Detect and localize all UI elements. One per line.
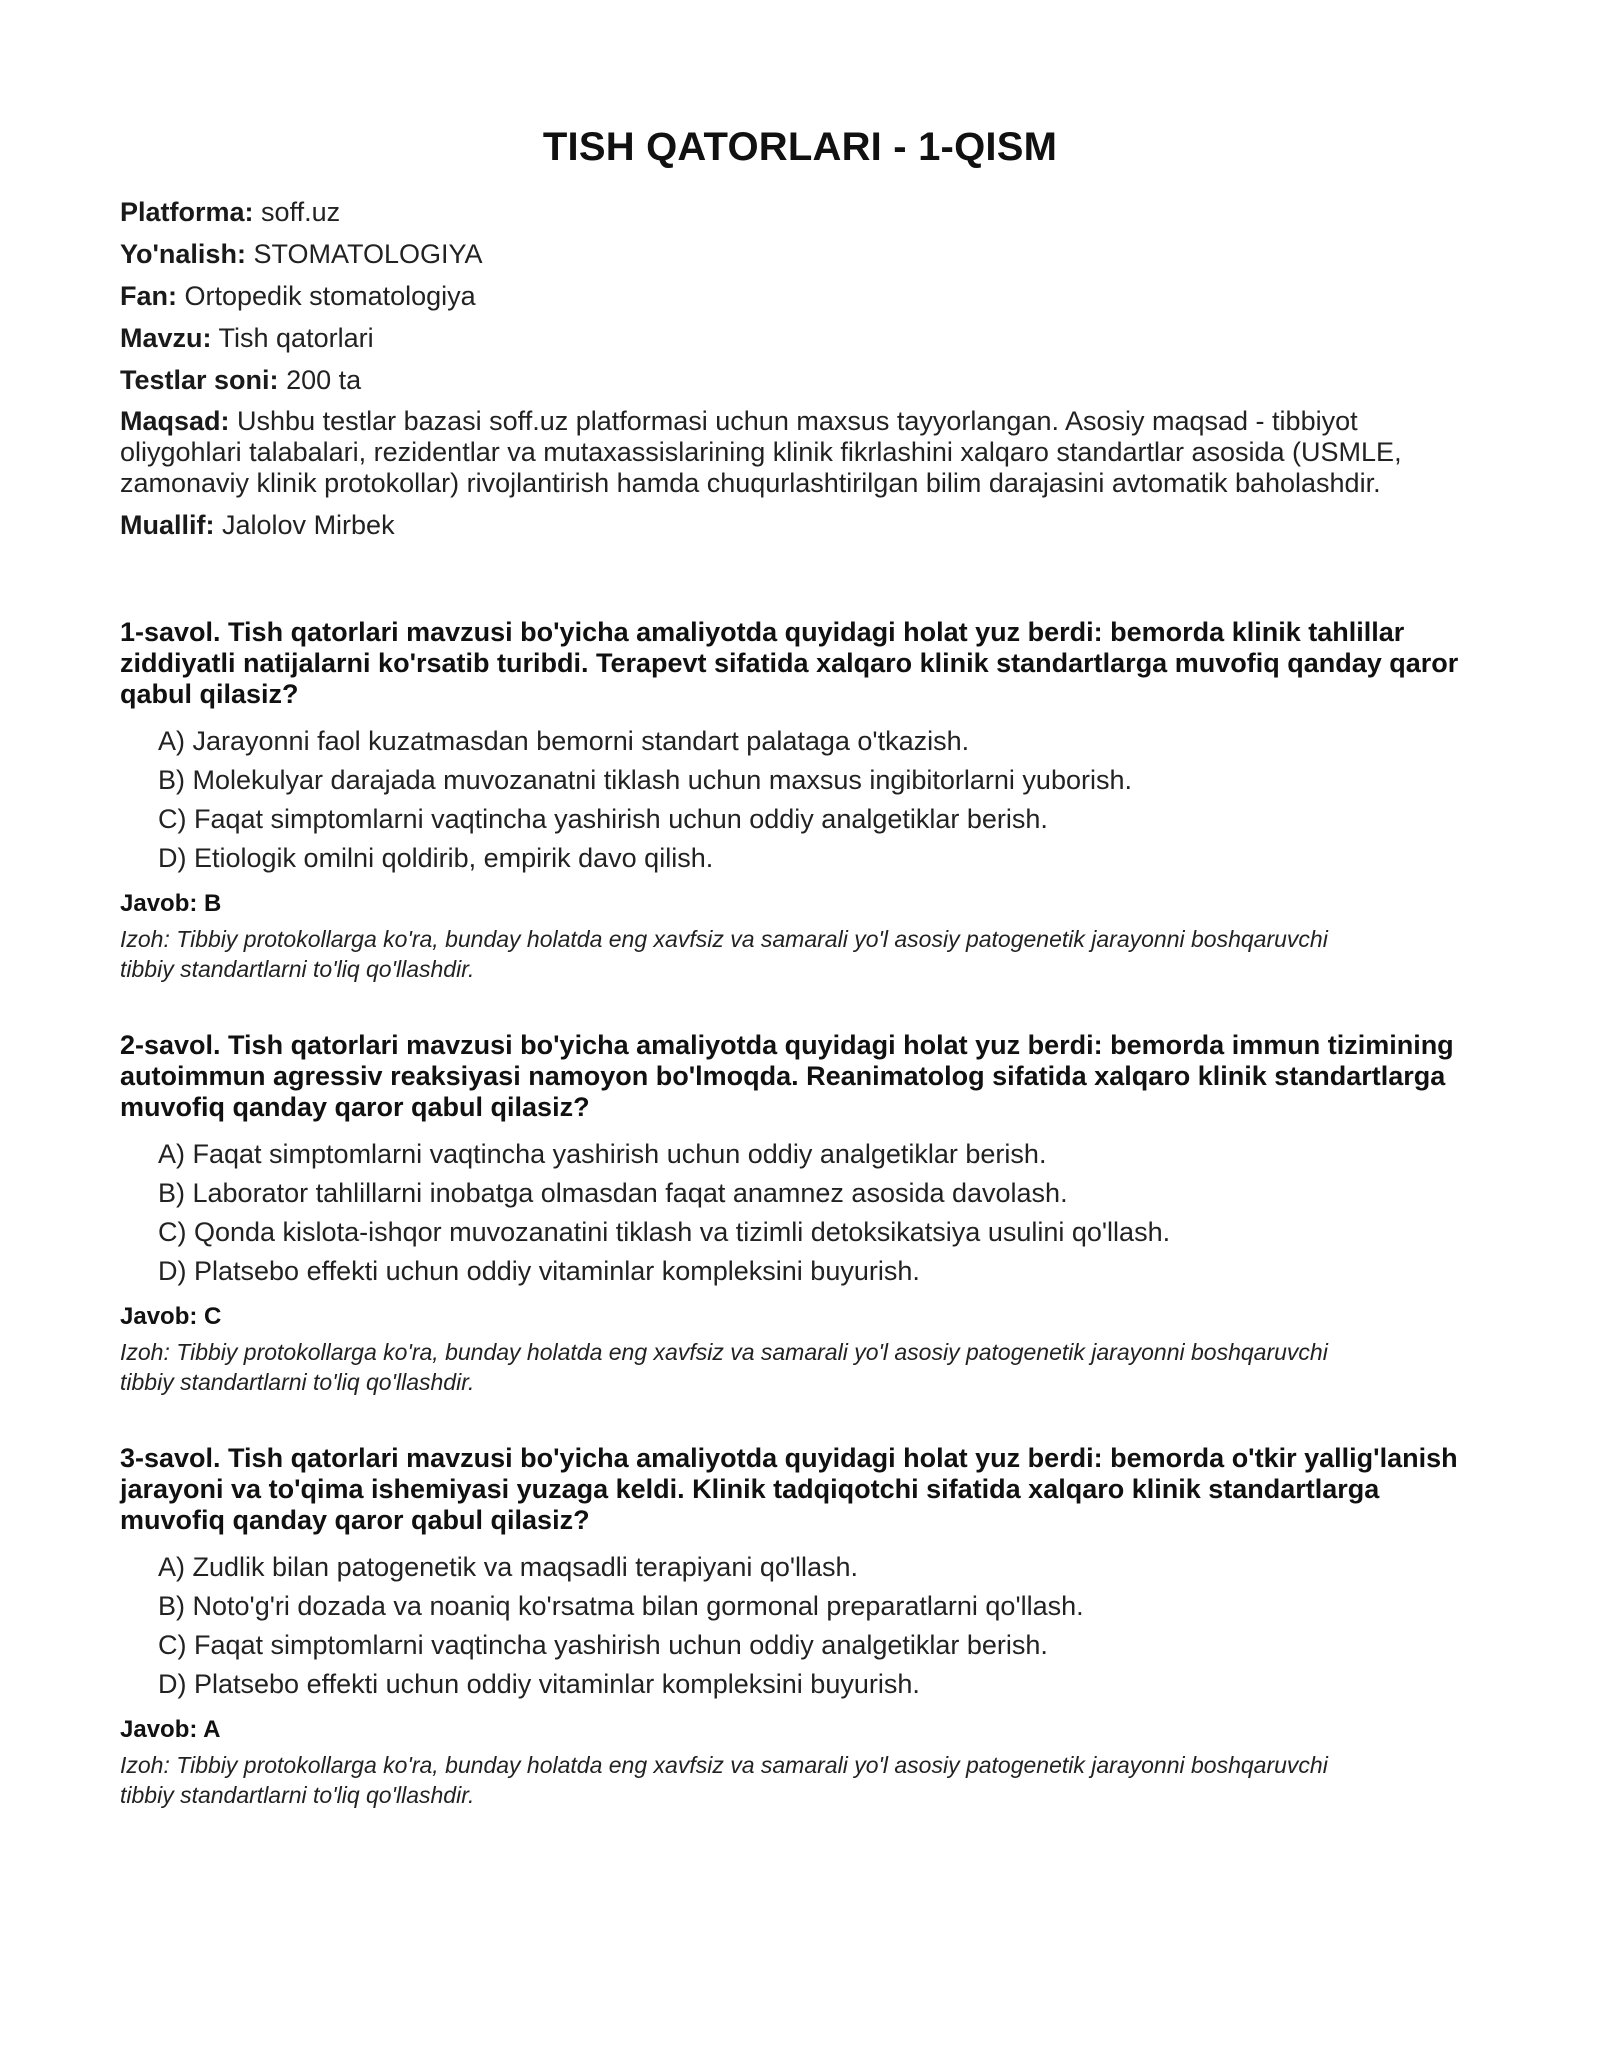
question-text: 3-savol. Tish qatorlari mavzusi bo'yicha amaliyotda quyidagi holat yuz berdi: bemorda o'tkir yallig'lanish jarayoni va to'qima ishemiyasi yuzaga keldi. Klinik tadqiqotchi sifatida xalqaro klinik standartlarga muvofiq qanday qaror qabul qilasiz? bbox=[120, 1443, 1458, 1535]
meta-topic-value: Tish qatorlari bbox=[218, 323, 374, 353]
meta-direction-label: Yo'nalish: bbox=[120, 239, 246, 269]
meta-subject-label: Fan: bbox=[120, 281, 177, 311]
meta-platform-label: Platforma: bbox=[120, 197, 254, 227]
question-text: 2-savol. Tish qatorlari mavzusi bo'yicha amaliyotda quyidagi holat yuz berdi: bemorda immun tizimining autoimmun agressiv reaksiyasi namoyon bo'lmoqda. Reanimatolog sifatida xalqaro klinik standartlarga muvofiq qanday qaror qabul qilasiz? bbox=[120, 1030, 1454, 1122]
answer-options bbox=[120, 722, 1480, 878]
option-b: B) Noto'g'ri dozada va noaniq ko'rsatma bilan gormonal preparatlarni qo'llash. bbox=[158, 1591, 1084, 1621]
correct-answer: Javob: B bbox=[120, 890, 222, 917]
document-page bbox=[120, 0, 1480, 1856]
meta-author-label: Muallif: bbox=[120, 510, 215, 540]
meta-author bbox=[120, 509, 1480, 541]
meta-topic-label: Mavzu: bbox=[120, 323, 212, 353]
option-d: D) Etiologik omilni qoldirib, empirik davo qilish. bbox=[158, 843, 714, 873]
meta-subject-value: Ortopedik stomatologiya bbox=[184, 281, 476, 311]
option-c: C) Faqat simptomlarni vaqtincha yashirish uchun oddiy analgetiklar berish. bbox=[158, 804, 1048, 834]
meta-direction bbox=[120, 238, 1480, 270]
answer-explanation: Izoh: Tibbiy protokollarga ko'ra, bunday holatda eng xavfsiz va samarali yo'l asosiy patogenetik jarayonni boshqaruvchi tibbiy standartlarni to'liq qo'llashdir. bbox=[120, 926, 1328, 982]
answer-options bbox=[120, 1135, 1480, 1291]
meta-test-count bbox=[120, 364, 1480, 396]
option-a: A) Jarayonni faol kuzatmasdan bemorni standart palataga o'tkazish. bbox=[158, 726, 970, 756]
meta-purpose bbox=[120, 406, 1480, 499]
meta-purpose-value: Ushbu testlar bazasi soff.uz platformasi uchun maxsus tayyorlangan. Asosiy maqsad - tibbiyot oliygohlari talabalari, rezidentlar va mutaxassislarining klinik fikrlashini xalqaro standartlar asosida (USMLE, zamonaviy klinik protokollar) rivojlantirish hamda chuqurlashtirilgan bilim darajasini avtomatik baholashdir. bbox=[120, 406, 1402, 498]
option-c: C) Faqat simptomlarni vaqtincha yashirish uchun oddiy analgetiklar berish. bbox=[158, 1630, 1048, 1660]
meta-test-count-value: 200 ta bbox=[286, 365, 362, 395]
question-list bbox=[120, 617, 1480, 1810]
option-a: A) Faqat simptomlarni vaqtincha yashirish uchun oddiy analgetiklar berish. bbox=[158, 1139, 1047, 1169]
meta-test-count-label: Testlar soni: bbox=[120, 365, 279, 395]
option-b: B) Molekulyar darajada muvozanatni tiklash uchun maxsus ingibitorlarni yuborish. bbox=[158, 765, 1132, 795]
option-a: A) Zudlik bilan patogenetik va maqsadli terapiyani qo'llash. bbox=[158, 1552, 859, 1582]
answer-explanation: Izoh: Tibbiy protokollarga ko'ra, bunday holatda eng xavfsiz va samarali yo'l asosiy patogenetik jarayonni boshqaruvchi tibbiy standartlarni to'liq qo'llashdir. bbox=[120, 1752, 1328, 1808]
option-d: D) Platsebo effekti uchun oddiy vitaminlar kompleksini buyurish. bbox=[158, 1669, 920, 1699]
answer-options bbox=[120, 1548, 1480, 1704]
meta-platform bbox=[120, 196, 1480, 228]
option-d: D) Platsebo effekti uchun oddiy vitaminlar kompleksini buyurish. bbox=[158, 1256, 920, 1286]
correct-answer: Javob: C bbox=[120, 1303, 222, 1330]
question-block bbox=[120, 1030, 1480, 1397]
meta-author-value: Jalolov Mirbek bbox=[222, 510, 395, 540]
meta-direction-value: STOMATOLOGIYA bbox=[253, 239, 483, 269]
meta-topic bbox=[120, 322, 1480, 354]
question-block bbox=[120, 1443, 1480, 1810]
correct-answer: Javob: A bbox=[120, 1716, 221, 1743]
document-metadata bbox=[120, 196, 1480, 541]
meta-subject bbox=[120, 280, 1480, 312]
meta-platform-value: soff.uz bbox=[261, 197, 341, 227]
option-c: C) Qonda kislota-ishqor muvozanatini tiklash va tizimli detoksikatsiya usulini qo'llash. bbox=[158, 1217, 1171, 1247]
question-text: 1-savol. Tish qatorlari mavzusi bo'yicha amaliyotda quyidagi holat yuz berdi: bemorda klinik tahlillar ziddiyatli natijalarni ko'rsatib turibdi. Terapevt sifatida xalqaro klinik standartlarga muvofiq qanday qaror qabul qilasiz? bbox=[120, 617, 1459, 709]
answer-explanation: Izoh: Tibbiy protokollarga ko'ra, bunday holatda eng xavfsiz va samarali yo'l asosiy patogenetik jarayonni boshqaruvchi tibbiy standartlarni to'liq qo'llashdir. bbox=[120, 1339, 1328, 1395]
document-title: TISH QATORLARI - 1-QISM bbox=[542, 125, 1058, 169]
meta-purpose-label: Maqsad: bbox=[120, 406, 230, 436]
option-b: B) Laborator tahlillarni inobatga olmasdan faqat anamnez asosida davolash. bbox=[158, 1178, 1068, 1208]
question-block bbox=[120, 617, 1480, 984]
